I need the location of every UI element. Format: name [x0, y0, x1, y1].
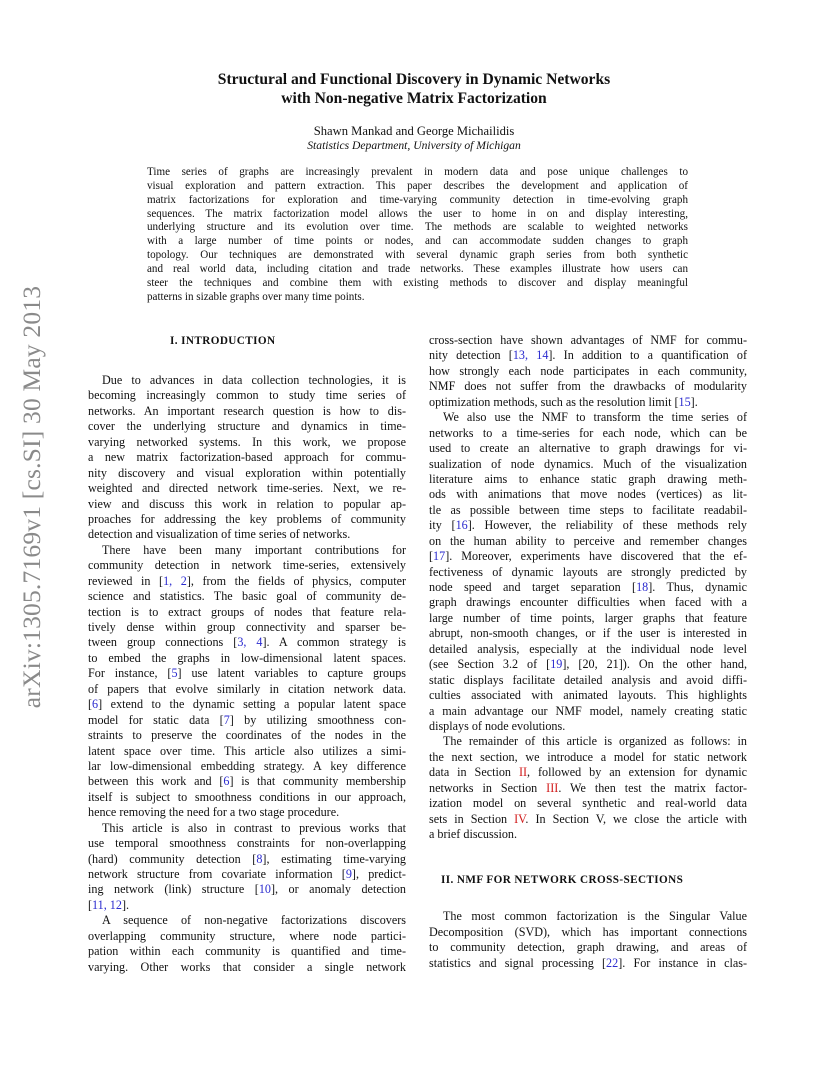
text-run: ]. [690, 394, 698, 409]
text-line [88, 574, 406, 589]
text-line [429, 750, 747, 765]
text-run: ], predict- [351, 867, 406, 881]
citation-link[interactable]: 6 [92, 697, 99, 712]
title-line: Structural and Functional Discovery in Dynamic Networks [217, 71, 611, 88]
text-line [88, 605, 406, 620]
text-run: to embed the graphs in low-dimensional latent spaces. [88, 650, 406, 665]
text-run: reviewed in [ [88, 573, 164, 588]
text-run: ], estimating time-varying [262, 851, 407, 866]
citation-link[interactable]: 16 [455, 518, 468, 533]
text-run: sualization of node dynamics. Much of the visualization [429, 456, 747, 471]
text-run: ] use latent variables to capture groups [177, 666, 406, 681]
text-line [88, 558, 406, 573]
text-run: a brief discussion. [429, 827, 518, 841]
text-line [88, 713, 406, 728]
text-run: culties associated with animated layouts. This highlights [429, 688, 747, 703]
text-run: [ [88, 897, 93, 912]
text-line: proaches for addressing the key problems of community [88, 511, 406, 526]
text-run: tection is to extract groups of nodes that feature rela- [88, 604, 406, 619]
text-line [429, 580, 747, 595]
arxiv-identifier[interactable]: arXiv:1305.7169v1 [cs.SI] 30 May 2013 [17, 285, 46, 709]
citation-link[interactable]: 18 [636, 580, 649, 594]
text-line [429, 379, 747, 394]
text-line [429, 626, 747, 641]
abstract-line: matrix factorizations for exploration and time-varying community detection in time-evolving graph [147, 193, 688, 206]
citation-link[interactable]: 6 [223, 774, 230, 789]
text-run: data in Section [429, 765, 519, 780]
abstract [147, 166, 688, 304]
text-line [429, 956, 747, 971]
text-run: ods with animations that move nodes (vertices) as lit- [429, 487, 747, 502]
text-run: lar low-dimensional embedding strategy. A key difference [88, 758, 406, 773]
abstract-line: with a large number of time points or nodes, and can accommodate sudden changes to graph [147, 235, 688, 248]
text-line [88, 821, 406, 836]
text-line [429, 642, 747, 657]
text-line [429, 925, 747, 940]
text-run: ]. Moreover, experiments have discovered that the ef- [445, 549, 747, 564]
abstract-line: underlying structure and its evolution over time. The methods are scalable to weighted networks [147, 221, 688, 234]
text-line: networks. An important research question is how to dis- [88, 403, 406, 418]
citation-link[interactable]: 8 [256, 851, 263, 866]
text-line [88, 805, 406, 820]
text-run: tively dense within group connectivity and sparser be- [88, 620, 406, 634]
citation-link[interactable]: 7 [223, 712, 230, 727]
paper-title [120, 70, 708, 108]
abstract-line: patterns in sizable graphs over many time points. [147, 290, 365, 303]
text-line: overlapping community structure, where node partici- [88, 928, 406, 943]
section-link[interactable]: IV [514, 811, 526, 826]
text-run: , followed by an extension for dynamic [527, 765, 748, 780]
text-run: straints to preserve the coordinates of the nodes in the [88, 728, 406, 743]
text-line [429, 909, 747, 924]
text-line [88, 635, 406, 650]
text-run: ] extend to the dynamic setting a popular latent space [98, 697, 406, 712]
text-run: (see Section 3.2 of [ [429, 657, 551, 672]
text-line [429, 688, 747, 703]
citation-link[interactable]: 19 [550, 657, 563, 672]
right-column [429, 333, 747, 971]
text-line [429, 719, 747, 734]
text-line [88, 867, 406, 882]
text-run: of papers that evolve similarly in citation network data. [88, 681, 406, 696]
section-link[interactable]: III [546, 780, 559, 795]
text-run: tle as possible between time steps to facilitate readabil- [429, 502, 747, 517]
text-run: ity [ [429, 518, 456, 533]
text-line [429, 426, 747, 441]
abstract-line: steer the techniques and combine them with existing methods to discover and display meaningful [147, 276, 688, 289]
text-run: This article is also in contrast to previous works that [102, 820, 406, 835]
text-line [429, 441, 747, 456]
text-line: varying networked systems. In this work, we propose [88, 434, 406, 449]
text-line [88, 744, 406, 759]
text-line [429, 472, 747, 487]
text-line [429, 781, 747, 796]
citation-link[interactable]: 10 [258, 882, 271, 897]
text-run: static displays facilitate detailed analysis and avoid diffi- [429, 672, 747, 687]
text-run: The most common factorization is the Singular Value [443, 909, 747, 924]
text-line [88, 697, 406, 712]
section-heading-introduction: I. INTRODUCTION [170, 335, 276, 347]
text-run: use temporal smoothness constraints for non-overlapping [88, 836, 406, 851]
text-line [429, 534, 747, 549]
text-run: displays of node evolutions. [429, 718, 566, 733]
text-line: pation within each community is quantified and time- [88, 944, 406, 959]
text-run: between this work and [ [88, 774, 224, 789]
text-line: varying. Other works that consider a single network [88, 959, 406, 974]
text-run: ]. Thus, dynamic [648, 580, 747, 594]
citation-link[interactable]: 11, 12 [92, 897, 122, 912]
citation-link[interactable]: 9 [345, 867, 352, 881]
text-run: networks to a time-series for each node, which can be [429, 425, 747, 440]
text-run: networks in Section [429, 780, 547, 795]
text-run: ] by utilizing smoothness con- [229, 712, 406, 727]
author-list: Shawn Mankad and George Michailidis [313, 124, 515, 138]
text-line [429, 395, 747, 410]
text-line: A sequence of non-negative factorizations discovers [102, 913, 406, 928]
text-line [88, 898, 406, 913]
text-line [429, 734, 747, 749]
text-line [429, 673, 747, 688]
text-run: We also use the NMF to transform the time series of [443, 410, 747, 425]
title-line: with Non-negative Matrix Factorization [281, 90, 547, 107]
text-line: becoming increasingly common to study time series of [88, 388, 406, 403]
affiliation: Statistics Department, University of Michigan [307, 139, 521, 152]
text-line [88, 682, 406, 697]
citation-link[interactable]: 22 [606, 955, 619, 970]
abstract-line: Time series of graphs are increasingly prevalent in modern data and pose unique challenges to [147, 166, 688, 178]
text-line [88, 543, 406, 558]
text-line: view and discuss this work in relation to popular ap- [88, 496, 406, 511]
text-run: ]. A common strategy is [262, 635, 406, 650]
text-line [88, 882, 406, 897]
text-line [429, 503, 747, 518]
text-run: (hard) community detection [ [88, 851, 257, 866]
text-run: ]. [121, 897, 130, 912]
text-line [429, 457, 747, 472]
text-run: used to create an alternative to graph drawings for vi- [429, 441, 747, 456]
text-run: a main advantage our NMF model, namely creating static [429, 703, 747, 718]
text-run: There have been many important contributions for [102, 542, 406, 557]
text-run: For instance, [ [88, 666, 172, 681]
text-line [88, 790, 406, 805]
text-line [429, 611, 747, 626]
text-run: to community detection, graph drawing, and areas of [429, 940, 747, 955]
text-run: on the human ability to perceive and remember changes [429, 533, 747, 548]
text-run: latent space over time. This article also utilizes a simi- [88, 743, 406, 758]
text-line [88, 589, 406, 604]
text-run: ]. However, the reliability of these methods rely [467, 518, 747, 533]
text-line [429, 827, 747, 842]
text-line [429, 595, 747, 610]
text-run: ], or anomaly detection [270, 882, 406, 897]
text-run: the next section, we introduce a model for static network [429, 749, 747, 764]
text-line [88, 852, 406, 867]
text-run: ]. In addition to a quantification of [548, 348, 748, 363]
text-line [88, 836, 406, 851]
section-link[interactable]: II [518, 765, 528, 780]
text-run: ], [20, 21]). On the other hand, [562, 657, 747, 672]
text-run: . In Section V, we close the article with [525, 811, 747, 826]
section-heading-nmf: II. NMF FOR NETWORK CROSS-SECTIONS [441, 874, 684, 887]
text-line [88, 759, 406, 774]
text-line: cover the underlying structure and dynamics in time- [88, 419, 406, 434]
text-run: statistics and signal processing [ [429, 955, 607, 970]
text-line [429, 333, 747, 348]
text-run: node speed and target separation [ [429, 580, 637, 594]
text-line [429, 410, 747, 425]
text-run: [ [429, 549, 434, 564]
citation-link[interactable]: 13, 14 [512, 348, 549, 363]
text-run: ing network (link) structure [ [88, 882, 259, 897]
text-run: science and statistics. The basic goal of community de- [88, 589, 406, 604]
text-run: network structure from covariate information [ [88, 867, 346, 881]
text-run: nity detection [ [429, 348, 513, 363]
text-run: optimization methods, such as the resolution limit [ [429, 394, 679, 409]
arxiv-sidebar [12, 285, 52, 709]
text-run: ] is that community membership [229, 774, 406, 789]
text-run: ]. For instance in clas- [618, 955, 747, 970]
citation-link[interactable]: 17 [433, 549, 446, 564]
text-run: community detection in network time-series, extensively [88, 558, 406, 573]
left-column [88, 373, 406, 975]
text-run: detailed analysis, especially at the individual node level [429, 641, 747, 656]
text-line: weighted and directed network time-series. Next, we re- [88, 481, 406, 496]
abstract-line: sequences. The matrix factorization model allows the user to home in on and display interesting, [147, 207, 688, 220]
section-spacer [429, 842, 747, 874]
text-run: itself is subject to smoothness conditions in our approach, [88, 789, 406, 804]
text-line [429, 549, 747, 564]
text-line [88, 666, 406, 681]
citation-link[interactable]: 15 [678, 394, 691, 409]
abstract-line: visual exploration and pattern extraction. This paper describes the development and application of [147, 179, 688, 192]
text-run: ], from the fields of physics, computer [186, 573, 406, 588]
text-run: cross-section have shown advantages of NMF for commu- [429, 333, 747, 347]
text-line [429, 565, 747, 580]
text-line [429, 796, 747, 811]
text-line: nity discovery and visual exploration within potentially [88, 465, 406, 480]
text-run: literature aims to enhance static graph drawing meth- [429, 471, 747, 486]
text-line [429, 364, 747, 379]
text-run: [ [88, 697, 93, 712]
text-run: NMF does not suffer from the drawbacks of modularity [429, 379, 747, 394]
abstract-line: and real world data, including citation and trade networks. These examples illustrate how users can [147, 262, 688, 275]
text-line [429, 487, 747, 502]
text-line [429, 812, 747, 827]
citation-link[interactable]: 5 [171, 666, 178, 681]
text-line: detection and visualization of time series of networks. [88, 527, 351, 542]
text-run: The remainder of this article is organized as follows: in [443, 734, 747, 749]
text-run: fectiveness of dynamic layouts are strongly predicted by [429, 564, 747, 579]
section-spacer [429, 889, 747, 909]
text-line [429, 765, 747, 780]
text-run: how strongly each node participates in each community, [429, 363, 747, 378]
text-line [429, 704, 747, 719]
citation-link[interactable]: 1, 2 [163, 573, 187, 588]
text-run: graph drawings encounter difficulties when faced with a [429, 595, 747, 610]
text-line [429, 348, 747, 363]
text-line [429, 518, 747, 533]
text-run: hence removing the need for a two stage procedure. [88, 805, 340, 820]
text-line [429, 940, 747, 955]
text-run: large number of time points, larger graphs that feature [429, 610, 747, 625]
text-line [88, 651, 406, 666]
text-run: sets in Section [429, 811, 515, 826]
text-line [88, 774, 406, 789]
text-run: Decomposition (SVD), which has important connections [429, 924, 747, 939]
text-run: tween group connections [ [88, 635, 238, 650]
text-line [429, 657, 747, 672]
text-line [88, 620, 406, 635]
text-run: . We then test the matrix factor- [558, 780, 747, 795]
text-line [88, 728, 406, 743]
abstract-line: topology. Our techniques are demonstrated with several dynamic graph series from both synthetic [147, 249, 688, 262]
text-run: model for static data [ [88, 712, 224, 727]
text-line: Due to advances in data collection technologies, it is [102, 373, 406, 387]
text-run: ization model on several synthetic and real-world data [429, 796, 747, 811]
text-line: a new matrix factorization-based approach for commu- [88, 450, 406, 465]
citation-link[interactable]: 3, 4 [237, 635, 263, 650]
text-run: abrupt, non-smooth changes, or if the user is interested in [429, 626, 747, 641]
